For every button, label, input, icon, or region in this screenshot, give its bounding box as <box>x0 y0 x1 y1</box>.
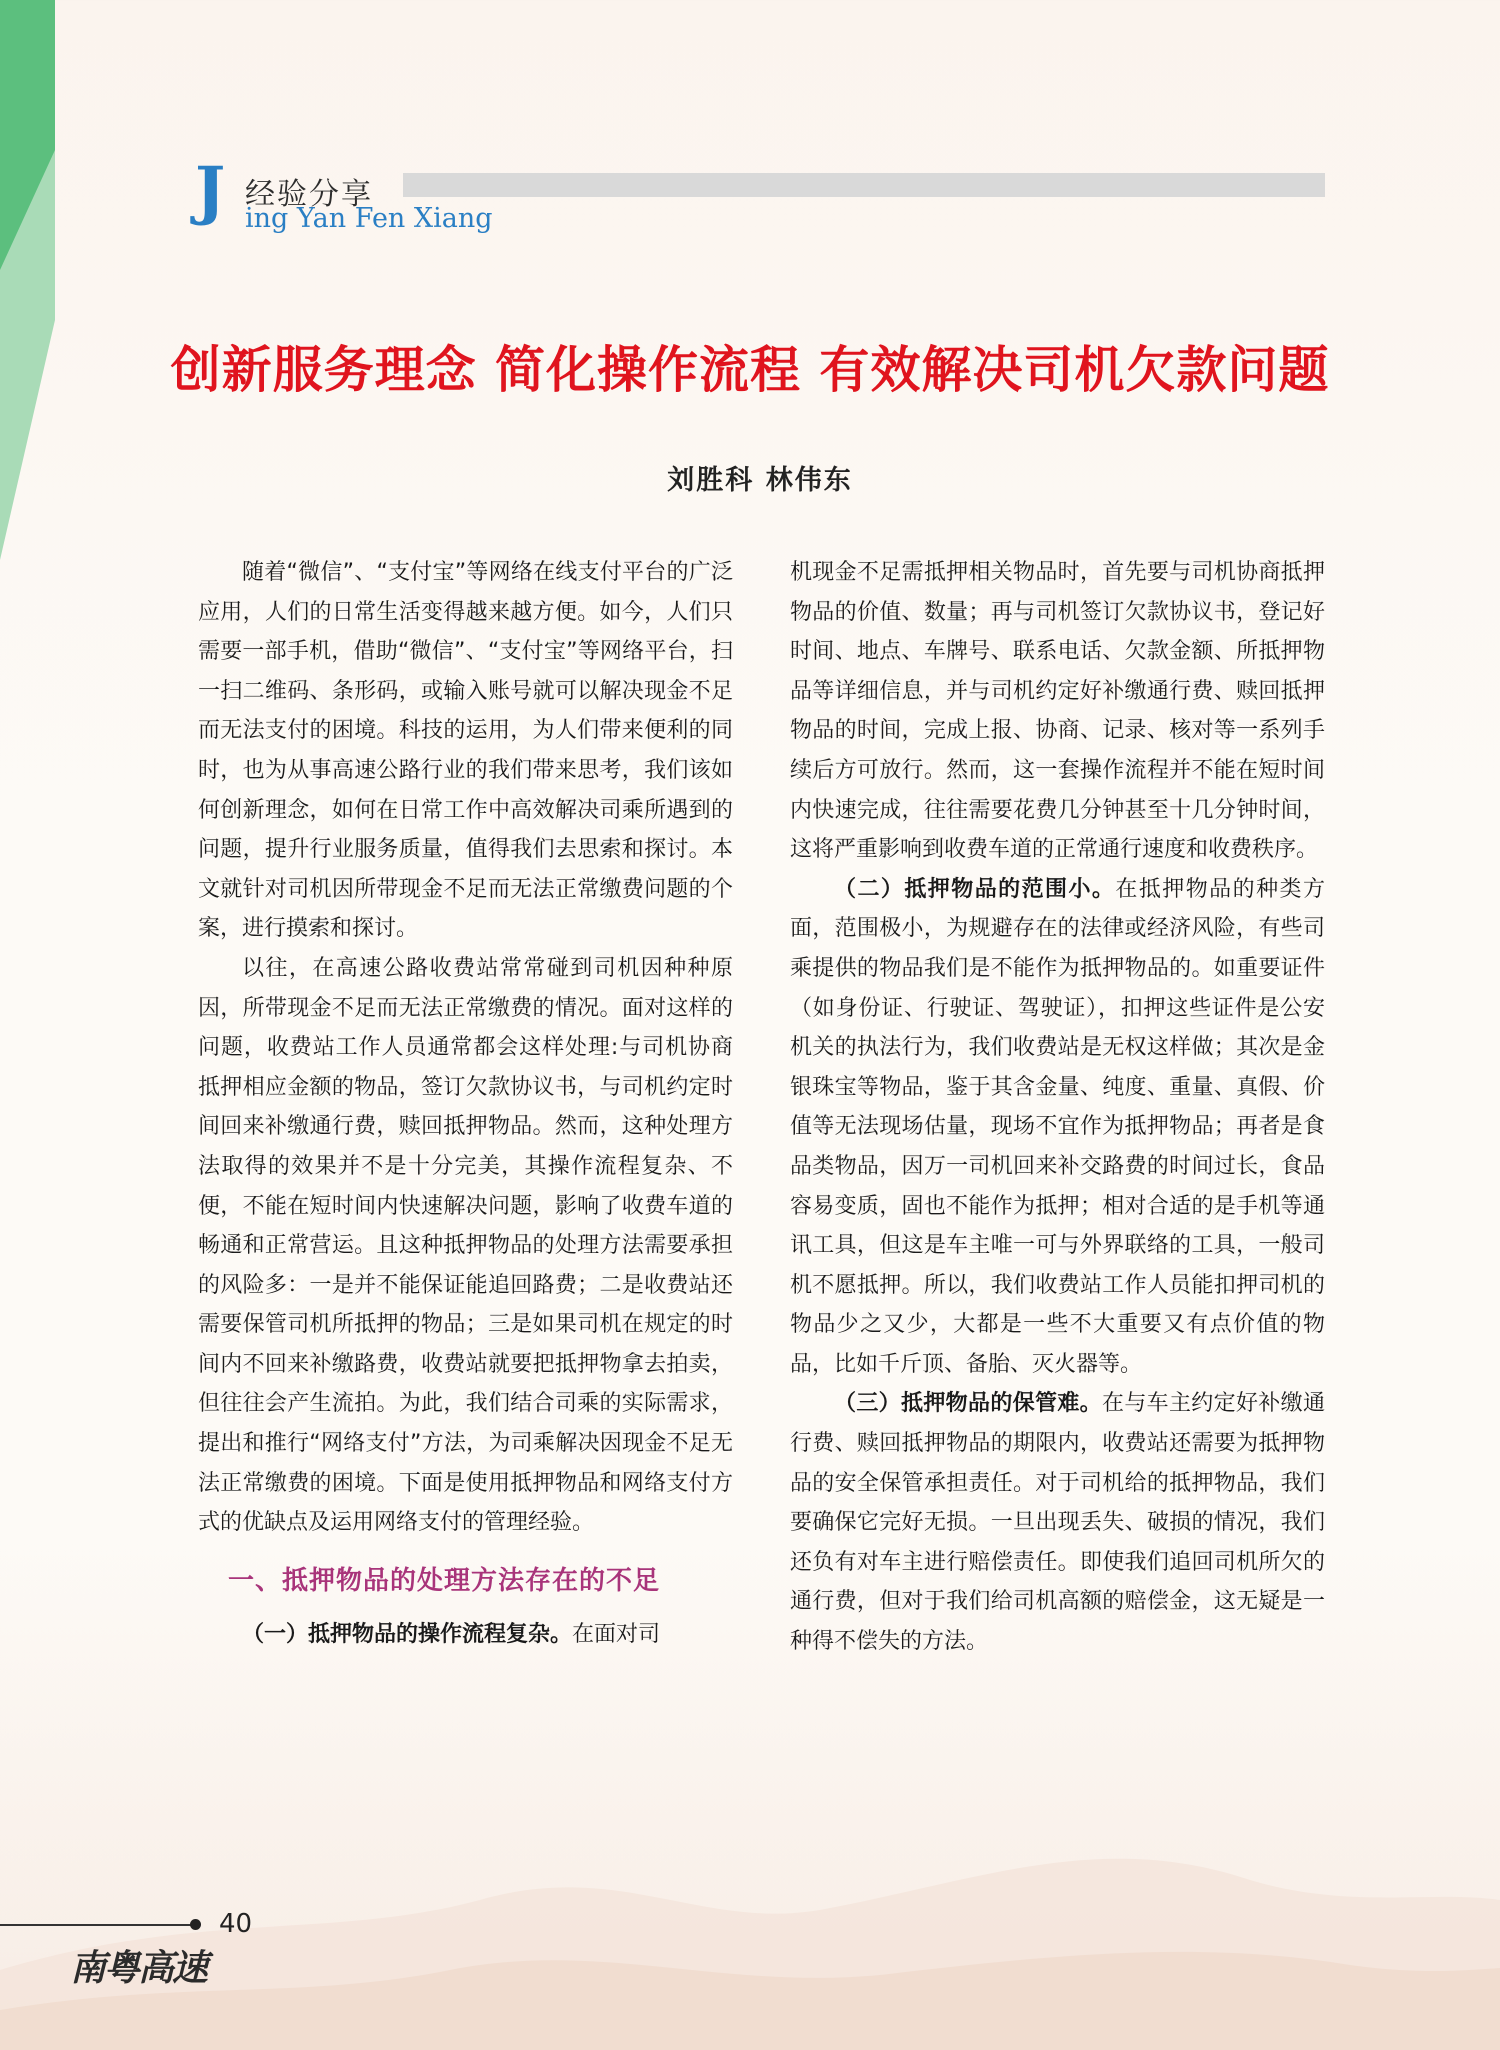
right-column <box>790 553 1325 1662</box>
paragraph <box>790 1384 1325 1661</box>
paragraph <box>790 870 1325 1385</box>
paragraph-text: 在面对司 <box>572 1621 661 1647</box>
paragraph: 随着“微信”、“支付宝”等网络在线支付平台的广泛应用，人们的日常生活变得越来越方便。如今，人们只需要一部手机，借助“微信”、“支付宝”等网络平台，扫一扫二维码、条形码，或输入账号就可以解决现金不足而无法支付的困境。科技的运用，为人们带来便利的同时，也为从事高速公路行业的我们带来思考，我们该如何创新理念，如何在日常工作中高效解决司乘所遇到的问题，提升行业服务质量，值得我们去思索和探讨。本文就针对司机因所带现金不足而无法正常缴费问题的个案，进行摸索和探讨。 <box>198 560 733 942</box>
paragraph-text: 在抵押物品的种类方面，范围极小，为规避存在的法律或经济风险，有些司乘提供的物品我们是不能作为抵押物品的。如重要证件（如身份证、行驶证、驾驶证），扣押这些证件是公安机关的执法行为，我们收费站是无权这样做；其次是金银珠宝等物品，鉴于其含金量、纯度、重量、真假、价值等无法现场估量，现场不宜作为抵押物品；再者是食品类物品，因万一司机回来补交路费的时间过长，食品容易变质，固也不能作为抵押；相对合适的是手机等通讯工具，但这是车主唯一可与外界联络的工具，一般司机不愿抵押。所以，我们收费站工作人员能扣押司机的物品少之又少，大都是一些不大重要又有点价值的物品，比如千斤顶、备胎、灭火器等。 <box>790 876 1325 1377</box>
paragraph: 机现金不足需抵押相关物品时，首先要与司机协商抵押物品的价值、数量；再与司机签订欠款协议书，登记好时间、地点、车牌号、联系电话、欠款金额、所抵押物品等详细信息，并与司机约定好补缴通行费、赎回抵押物品的时间，完成上报、协商、记录、核对等一系列手续后方可放行。然而，这一套操作流程并不能在短时间内快速完成，往往需要花费几分钟甚至十几分钟时间，这将严重影响到收费车道的正常通行速度和收费秩序。 <box>790 560 1325 863</box>
header-initial: J <box>195 153 226 228</box>
subheading: （三）抵押物品的保管难。 <box>834 1391 1102 1417</box>
paragraph: 以往，在高速公路收费站常常碰到司机因种种原因，所带现金不足而无法正常缴费的情况。面对这样的问题，收费站工作人员通常都会这样处理:与司机协商抵押相应金额的物品，签订欠款协议书，与司机约定时间回来补缴通行费，赎回抵押物品。然而，这种处理方法取得的效果并不是十分完美，其操作流程复杂、不便，不能在短时间内快速解决问题，影响了收费车道的畅通和正常营运。且这种抵押物品的处理方法需要承担的风险多：一是并不能保证能追回路费；二是收费站还需要保管司机所抵押的物品；三是如果司机在规定的时间内不回来补缴路费，收费站就要把抵押物拿去拍卖，但往往会产生流拍。为此，我们结合司乘的实际需求，提出和推行“网络支付”方法，为司乘解决因现金不足无法正常缴费的困境。下面是使用抵押物品和网络支付方式的优缺点及运用网络支付的管理经验。 <box>198 955 733 1536</box>
author-line: 刘胜科 林伟东 <box>667 465 853 496</box>
subheading: （二）抵押物品的范围小。 <box>834 876 1116 902</box>
footer-dot <box>190 1919 201 1930</box>
header-chinese: 经验分享 <box>245 177 373 212</box>
paragraph-text: 在与车主约定好补缴通行费、赎回抵押物品的期限内，收费站还需要为抵押物品的安全保管承担责任。对于司机给的抵押物品，我们要确保它完好无损。一旦出现丢失、破损的情况，我们还负有对车主进行赔偿责任。即使我们追回司机所欠的通行费，但对于我们给司机高额的赔偿金，这无疑是一种得不偿失的方法。 <box>790 1391 1325 1655</box>
magazine-logo: 南粤高速 <box>70 1947 207 1989</box>
header-bar <box>403 173 1325 197</box>
section-header <box>195 153 1325 240</box>
subheading: （一）抵押物品的操作流程复杂。 <box>242 1621 573 1647</box>
paragraph <box>198 1615 733 1655</box>
page-number: 40 <box>219 1909 253 1939</box>
article-title: 创新服务理念 简化操作流程 有效解决司机欠款问题 <box>170 340 1330 399</box>
section-heading: 一、抵押物品的处理方法存在的不足 <box>228 1565 661 1596</box>
left-column <box>198 553 733 1654</box>
footer-rule <box>0 1924 196 1926</box>
header-pinyin: ing Yan Fen Xiang <box>245 203 493 234</box>
